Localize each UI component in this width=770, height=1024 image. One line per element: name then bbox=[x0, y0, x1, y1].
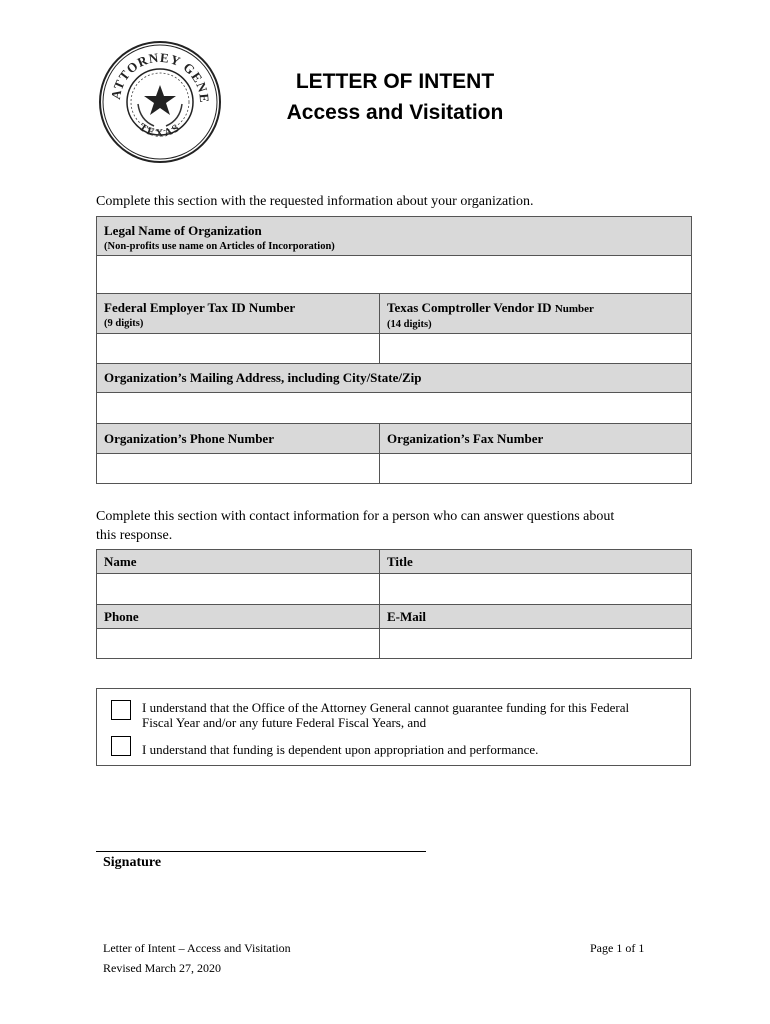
address-header: Organization’s Mailing Address, including City/State/Zip bbox=[97, 364, 692, 393]
legal-name-field[interactable] bbox=[97, 256, 692, 294]
org-section-intro: Complete this section with the requested information about your organization. bbox=[96, 194, 534, 209]
vendor-id-note: (14 digits) bbox=[387, 319, 432, 330]
vendor-id-field[interactable] bbox=[380, 334, 692, 364]
ack-item1-line1: I understand that the Office of the Attorney General cannot guarantee funding for this Federal bbox=[142, 700, 630, 715]
tax-id-header bbox=[97, 294, 380, 334]
org-phone-field[interactable] bbox=[97, 454, 380, 484]
signature-label: Signature bbox=[103, 855, 162, 870]
document-title bbox=[270, 66, 520, 128]
tax-id-note: (9 digits) bbox=[104, 318, 144, 329]
contact-name-field[interactable] bbox=[97, 574, 380, 605]
seal-text-top: ATTORNEY GENE bbox=[107, 49, 213, 104]
svg-text:TEXAS bbox=[137, 121, 184, 139]
acknowledgement-box bbox=[96, 688, 691, 766]
seal-text-bottom: TEXAS bbox=[136, 121, 184, 140]
footer-doc-title: Letter of Intent – Access and Visitation bbox=[103, 941, 291, 955]
contact-email-header: E-Mail bbox=[380, 605, 692, 629]
organization-info-table bbox=[96, 216, 692, 484]
vendor-id-label: Texas Comptroller Vendor ID bbox=[387, 300, 552, 315]
contact-intro-line-1: Complete this section with contact information for a person who can answer questions about bbox=[96, 509, 615, 524]
funding-guarantee-text bbox=[142, 700, 677, 730]
contact-title-field[interactable] bbox=[380, 574, 692, 605]
signature-line[interactable] bbox=[96, 851, 426, 852]
footer-revised: Revised March 27, 2020 bbox=[103, 961, 221, 975]
contact-info-table bbox=[96, 549, 692, 659]
contact-intro-line-2: this response. bbox=[96, 528, 173, 543]
legal-name-label: Legal Name of Organization bbox=[104, 223, 262, 238]
contact-phone-field[interactable] bbox=[97, 629, 380, 659]
tax-id-label: Federal Employer Tax ID Number bbox=[104, 300, 296, 315]
svg-text:THE ATTORNEY GENERAL bbox=[98, 40, 212, 104]
org-fax-field[interactable] bbox=[380, 454, 692, 484]
vendor-id-header bbox=[380, 294, 692, 334]
appropriation-text: I understand that funding is dependent upon appropriation and performance. bbox=[142, 742, 539, 757]
contact-name-header: Name bbox=[97, 550, 380, 574]
title-line-1: LETTER OF INTENT bbox=[295, 70, 495, 93]
fax-header: Organization’s Fax Number bbox=[380, 424, 692, 454]
attorney-general-seal bbox=[98, 40, 222, 164]
legal-name-note: (Non-profits use name on Articles of Incorporation) bbox=[104, 241, 335, 252]
ack-item1-line2: Fiscal Year and/or any future Federal Fiscal Years, and bbox=[142, 715, 427, 730]
footer-page-number: Page 1 of 1 bbox=[590, 941, 645, 955]
contact-email-field[interactable] bbox=[380, 629, 692, 659]
contact-section-intro bbox=[96, 507, 614, 545]
title-line-2: Access and Visitation bbox=[286, 101, 504, 124]
appropriation-checkbox[interactable] bbox=[111, 736, 131, 756]
funding-guarantee-checkbox[interactable] bbox=[111, 700, 131, 720]
vendor-id-label-small: Number bbox=[554, 303, 594, 315]
contact-phone-header: Phone bbox=[97, 605, 380, 629]
tax-id-field[interactable] bbox=[97, 334, 380, 364]
footer-left bbox=[103, 938, 291, 978]
legal-name-header bbox=[97, 217, 692, 256]
contact-title-header: Title bbox=[380, 550, 692, 574]
address-field[interactable] bbox=[97, 393, 692, 424]
phone-header: Organization’s Phone Number bbox=[97, 424, 380, 454]
